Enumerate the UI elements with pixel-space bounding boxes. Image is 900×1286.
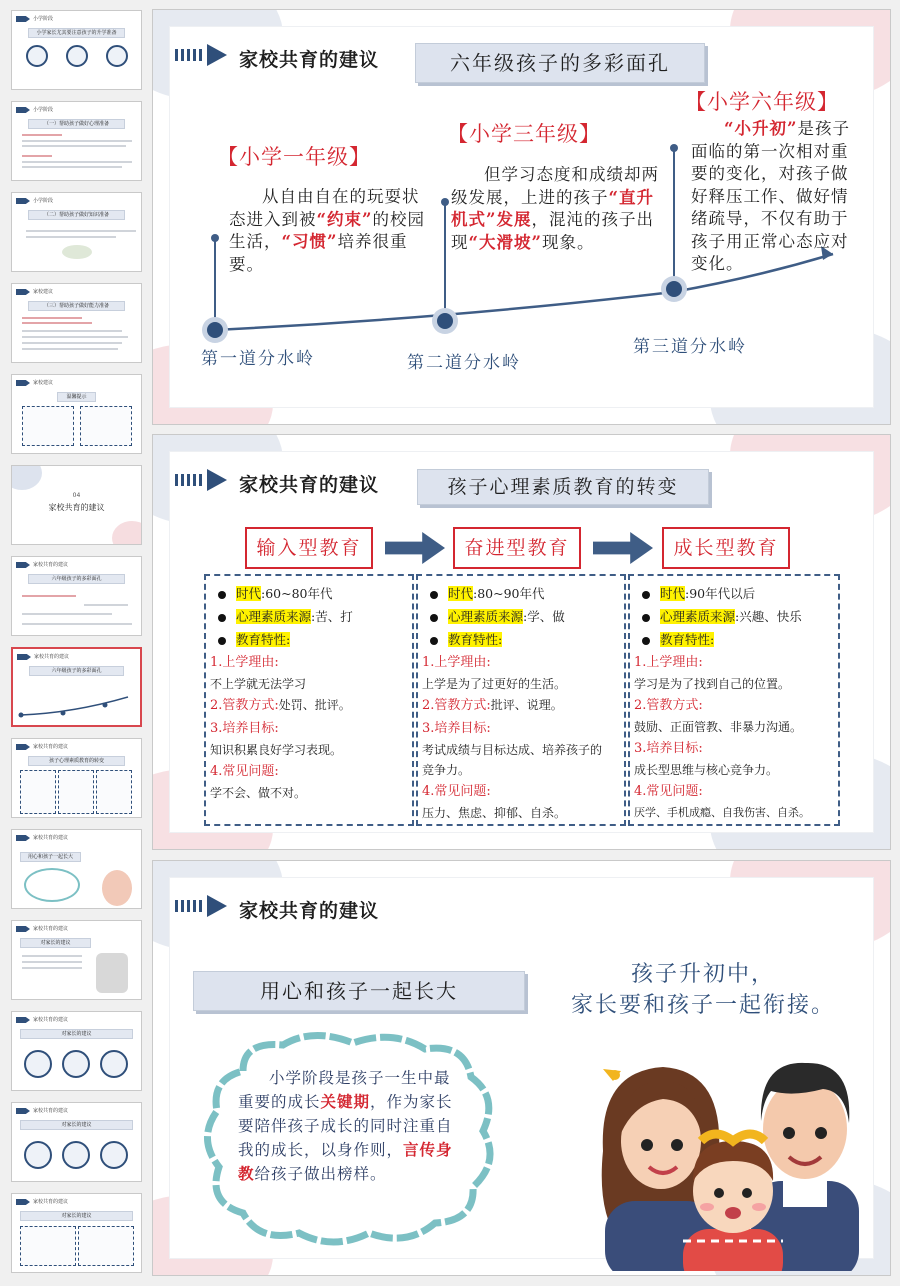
family-illustration (583, 1041, 873, 1271)
slogan-text (543, 959, 863, 1021)
grade3-title: 【小学三年级】 (447, 122, 601, 146)
thumbnail-title: 孩子心理素质教育的转变 (28, 756, 125, 766)
column-heading-growth-education: 成长型教育 (662, 527, 790, 569)
bullet-icon (642, 614, 650, 622)
section-header: 家校共育的建议 (239, 900, 380, 922)
ridge-label-1: 第一道分水岭 (201, 349, 315, 369)
era-row: 时代:80~90年代 (422, 582, 620, 605)
thumbnail-title: 对家长的建议 (20, 938, 91, 948)
arrow-icon (16, 289, 30, 295)
grade1-title: 【小学一年级】 (217, 145, 371, 169)
slide-thumbnail-9[interactable] (11, 738, 142, 818)
section-header: 家校共育的建议 (239, 49, 380, 71)
arrow-icon (16, 1017, 30, 1023)
item-label: 1.上学理由: (422, 655, 491, 670)
thumbnail-title: 对家长的建议 (20, 1120, 133, 1130)
thumbnail-header: 小学阶段 (33, 107, 54, 113)
section-header: 家校共育的建议 (239, 474, 380, 496)
arrow-icon (16, 198, 30, 204)
ridge-label-2: 第二道分水岭 (407, 353, 521, 373)
thumbnail-header: 小学阶段 (33, 198, 54, 204)
item-label: 4.常见问题: (422, 784, 491, 799)
grade6-text: “小升初”是孩子面临的第一次相对重要的变化，对孩子做好释压工作、做好情绪疏导，不仅有助于孩子用正常心态应对变化。 (691, 119, 850, 273)
item-label: 3.培养目标: (422, 721, 491, 736)
thumbnail-header: 家校共育的建议 (33, 1108, 69, 1114)
thumbnail-header: 家校共育的建议 (33, 744, 69, 750)
item-label: 1.上学理由: (634, 655, 703, 670)
thumbnail-title: 六年级孩子的多彩面孔 (28, 574, 125, 584)
slide-thumbnail-10[interactable] (11, 829, 142, 909)
era-row: 时代:60~80年代 (210, 582, 408, 605)
slide-thumbnail-7[interactable] (11, 556, 142, 636)
item-label: 2.管教方式:批评、说理。 (422, 698, 563, 713)
item-text: 学不会、做不对。 (210, 786, 307, 800)
slide-thumbnail-4[interactable] (11, 283, 142, 363)
slogan-line-2: 家长要和孩子一起衔接。 (570, 993, 835, 1018)
slide-thumbnail-1[interactable] (11, 10, 142, 90)
item-label: 4.常见问题: (210, 764, 279, 779)
item-label: 1.上学理由: (210, 655, 279, 670)
thumbnail-title: 用心和孩子一起长大 (20, 852, 81, 862)
item-label: 3.培养目标: (210, 721, 279, 736)
slide-thumbnail-2[interactable] (11, 101, 142, 181)
bullet-icon (642, 637, 650, 645)
thumbnail-header: 04 (72, 492, 81, 499)
arrow-icon (16, 926, 30, 932)
slide-thumbnail-3[interactable] (11, 192, 142, 272)
thumbnail-header: 家校共育的建议 (33, 926, 69, 932)
slide-title: 用心和孩子一起长大 (193, 971, 525, 1011)
thumbnail-title: 家校共育的建议 (48, 503, 105, 512)
bullet-icon (430, 614, 438, 622)
thumbnail-header: 家校共育的建议 (33, 1199, 69, 1205)
ridge-label-3: 第三道分水岭 (633, 337, 747, 357)
thumbnail-title: （三）帮助孩子做好能力准备 (28, 301, 125, 311)
education-column-2 (416, 574, 626, 826)
item-text: 厌学、手机成瘾、自我伤害、自杀。 (634, 806, 810, 819)
arrow-icon (16, 1108, 30, 1114)
item-text: 学习是为了找到自己的位置。 (634, 677, 791, 691)
item-label: 2.管教方式:处罚、批评。 (210, 698, 351, 713)
bullet-icon (218, 637, 226, 645)
arrow-icon (16, 16, 30, 22)
item-text: 上学是为了过更好的生活。 (422, 677, 567, 691)
education-column-3 (628, 574, 840, 826)
item-text: 压力、焦虑、抑郁、自杀。 (422, 806, 567, 820)
arrow-icon (16, 744, 30, 750)
education-column-1 (204, 574, 414, 826)
slide-thumbnail-8[interactable] (11, 647, 142, 727)
thumbnail-header: 家校共育的建议 (33, 562, 69, 568)
thumbnail-header: 家校共育的建议 (33, 1017, 69, 1023)
slide-thumbnail-6[interactable] (11, 465, 142, 545)
bullet-icon (430, 591, 438, 599)
chevron-arrow-icon (175, 469, 227, 491)
thumbnail-header: 家校建议 (33, 289, 54, 295)
column-heading-input-education: 输入型教育 (245, 527, 373, 569)
grade6-title: 【小学六年级】 (685, 90, 839, 114)
feature-row: 教育特性: (422, 628, 620, 651)
thumbnail-title: 六年级孩子的多彩面孔 (29, 666, 124, 676)
arrow-icon (16, 835, 30, 841)
slide-title: 孩子心理素质教育的转变 (417, 469, 709, 505)
item-text: 知识积累良好学习表现。 (210, 743, 343, 757)
arrow-icon (16, 380, 30, 386)
item-label: 3.培养目标: (634, 741, 703, 756)
slide-thumbnail-13[interactable] (11, 1102, 142, 1182)
thumbnail-header: 家校建议 (33, 380, 54, 386)
slide-thumbnail-11[interactable] (11, 920, 142, 1000)
bullet-icon (430, 637, 438, 645)
thumbnail-title: （二）帮助孩子做好知识准备 (28, 210, 125, 220)
item-text: 不上学就无法学习 (210, 677, 307, 691)
thumbnail-header: 小学阶段 (33, 16, 54, 22)
grade1-text: 从自由自在的玩耍状态进入到被“约束”的校园生活，“习惯”培养很重要。 (229, 187, 425, 274)
thumbnail-title: 小学家长尤其要注意孩子的升学准备 (28, 28, 125, 38)
item-text: 鼓励、正面管教、非暴力沟通。 (634, 720, 803, 734)
item-text: 成长型思维与核心竞争力。 (634, 763, 779, 777)
slide-thumbnail-5[interactable] (11, 374, 142, 454)
arrow-icon (16, 107, 30, 113)
arrow-icon (16, 1199, 30, 1205)
slide-six-grade-faces (152, 9, 891, 425)
bullet-icon (218, 614, 226, 622)
column-heading-striving-education: 奋进型教育 (453, 527, 581, 569)
thumbnail-header: 家校共育的建议 (34, 654, 70, 660)
grade3-text: 但学习态度和成绩却两级发展，上进的孩子“直升机式”发展，混沌的孩子出现“大滑坡”现象。 (451, 165, 659, 252)
thumbnail-title: （一）帮助孩子做好心理准备 (28, 119, 125, 129)
thumbnail-header: 家校共育的建议 (33, 835, 69, 841)
bullet-icon (642, 591, 650, 599)
source-row: 心理素质来源:兴趣、快乐 (634, 605, 834, 628)
bullet-icon (218, 591, 226, 599)
slide-psych-education-shift (152, 434, 891, 850)
cloud-text: 小学阶段是孩子一生中最重要的成长关键期，作为家长要陪伴孩子成长的同时注重自我的成长，以身作则，言传身教给孩子做出榜样。 (238, 1069, 453, 1183)
slide-grow-with-child (152, 860, 891, 1276)
feature-row: 教育特性: (634, 628, 834, 651)
slide-thumbnail-12[interactable] (11, 1011, 142, 1091)
source-row: 心理素质来源:学、做 (422, 605, 620, 628)
slide-thumbnail-panel (0, 0, 150, 1286)
item-text: 考试成绩与目标达成、培养孩子的竞争力。 (422, 743, 603, 777)
thumbnail-title: 对家长的建议 (20, 1029, 133, 1039)
item-label: 4.常见问题: (634, 784, 703, 799)
chevron-arrow-icon (175, 895, 227, 917)
slogan-line-1: 孩子升初中， (630, 962, 775, 987)
slide-title: 六年级孩子的多彩面孔 (415, 43, 705, 83)
thumbnail-title: 温馨提示 (57, 392, 96, 402)
slide-thumbnail-14[interactable] (11, 1193, 142, 1273)
era-row: 时代:90年代以后 (634, 582, 834, 605)
item-label: 2.管教方式: (634, 698, 703, 713)
source-row: 心理素质来源:苦、打 (210, 605, 408, 628)
arrow-icon (16, 562, 30, 568)
feature-row: 教育特性: (210, 628, 408, 651)
thumbnail-title: 对家长的建议 (20, 1211, 133, 1221)
